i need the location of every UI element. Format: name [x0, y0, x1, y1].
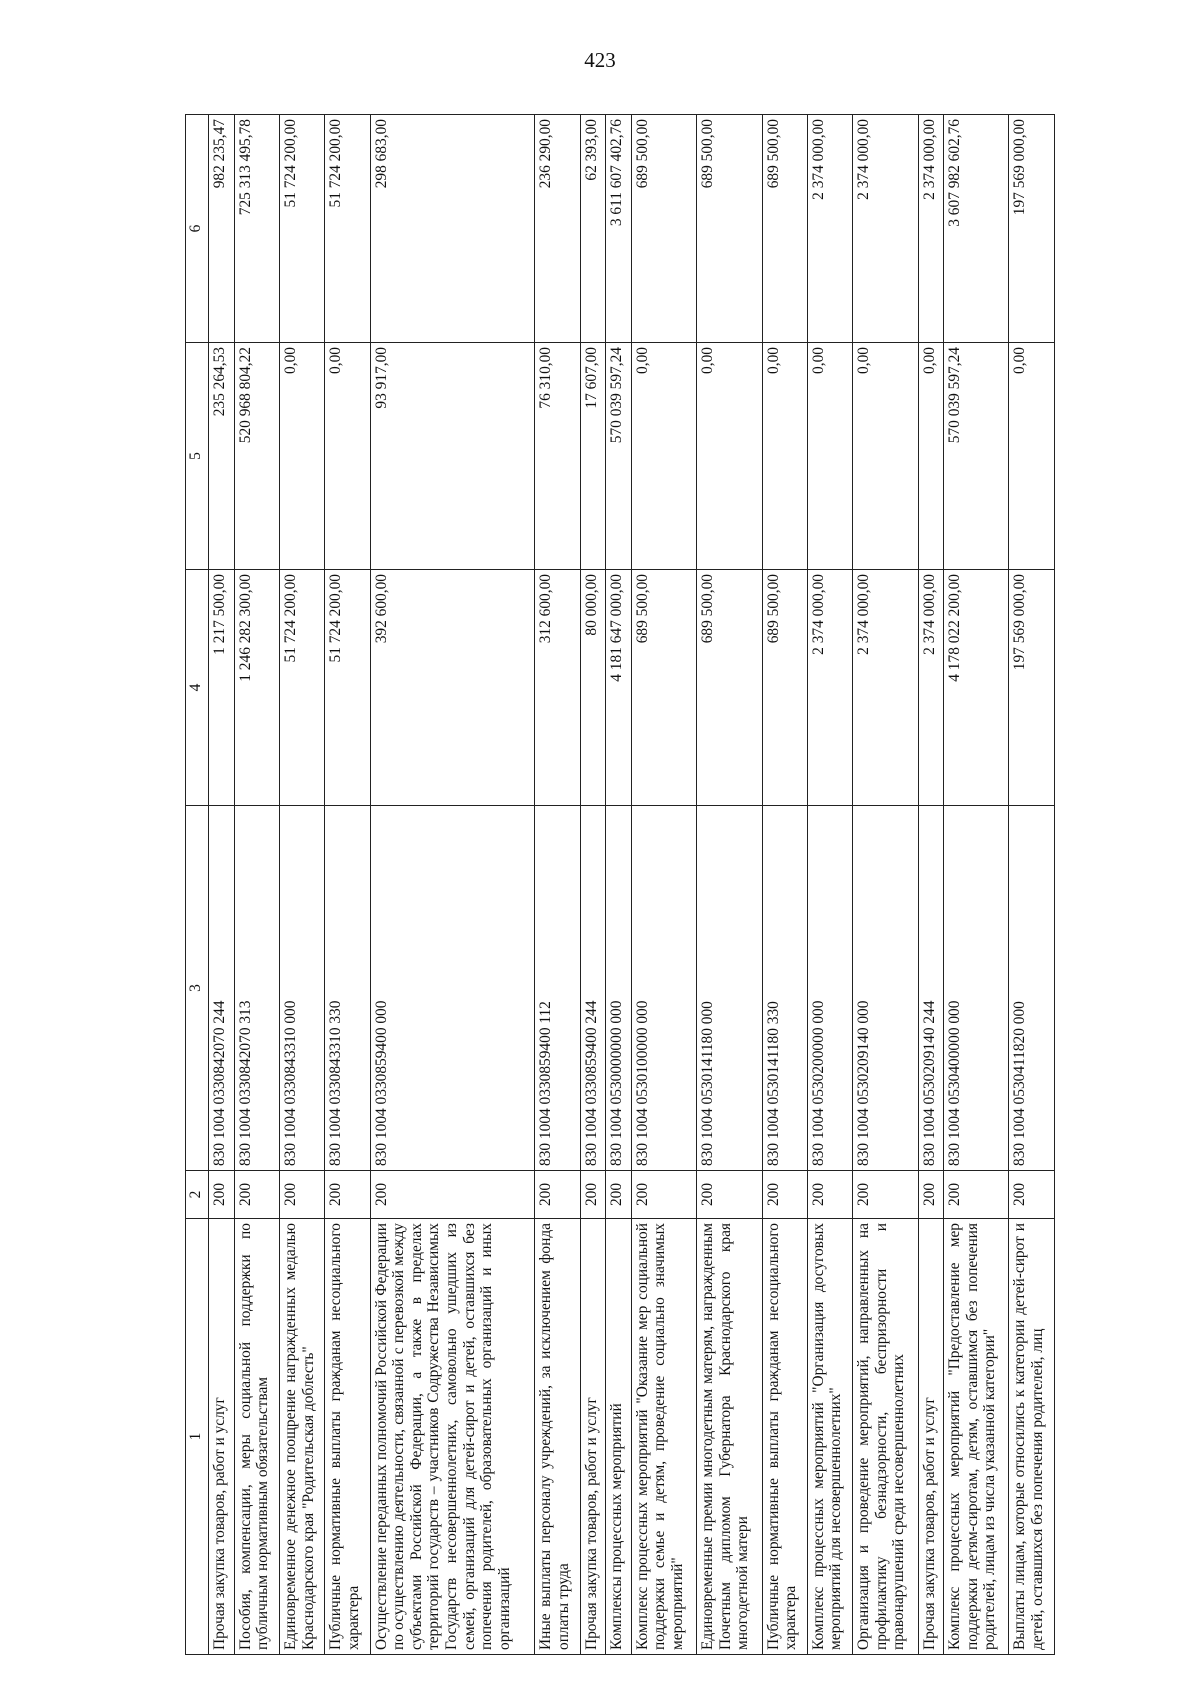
row-col5-cell: 235 264,53 [209, 343, 235, 570]
row-col4-cell: 197 569 000,00 [1009, 570, 1055, 806]
row-code-cell: 200 [234, 1171, 279, 1219]
row-code-cell: 200 [944, 1171, 1009, 1219]
column-header: 1 [186, 1219, 209, 1655]
row-classification-cell: 830 1004 0530209140 000 [853, 806, 918, 1171]
row-name-cell: Единовременные премии многодетным матерям, награжденным Почетным дипломом Губернатора Краснодарского края многодетной матери [697, 1219, 762, 1655]
row-name-cell: Комплекс процессных мероприятий "Оказание мер социальной поддержки семье и детям, проведение социально значимых мероприятий" [631, 1219, 696, 1655]
page-number: 423 [584, 48, 616, 72]
row-col6-cell: 689 500,00 [762, 115, 807, 343]
row-col6-cell: 725 313 495,78 [234, 115, 279, 343]
table-row [234, 115, 279, 1655]
row-col4-cell: 392 600,00 [370, 570, 535, 806]
row-col5-cell: 0,00 [853, 343, 918, 570]
row-col5-cell: 0,00 [631, 343, 696, 570]
row-classification-cell: 830 1004 0530141180 000 [697, 806, 762, 1171]
row-classification-cell: 830 1004 0530100000 000 [631, 806, 696, 1171]
row-classification-cell: 830 1004 0530000000 000 [606, 806, 632, 1171]
row-name-cell: Комплекс процессных мероприятий "Предоставление мер поддержки детям-сиротам, детям, оставшимся без попечения родителей, лицам из числа указанной категории" [944, 1219, 1009, 1655]
column-header: 3 [186, 806, 209, 1171]
table-row [918, 115, 944, 1655]
row-col5-cell: 520 968 804,22 [234, 343, 279, 570]
row-name-cell: Комплекс процессных мероприятий "Организация досуговых мероприятий для несовершеннолетних" [807, 1219, 852, 1655]
budget-table [185, 114, 1055, 1655]
row-name-cell: Публичные нормативные выплаты гражданам несоциального характера [325, 1219, 370, 1655]
row-col6-cell: 689 500,00 [697, 115, 762, 343]
row-col4-cell: 2 374 000,00 [807, 570, 852, 806]
row-col6-cell: 51 724 200,00 [279, 115, 324, 343]
row-col5-cell: 570 039 597,24 [606, 343, 632, 570]
row-col5-cell: 0,00 [762, 343, 807, 570]
row-code-cell: 200 [279, 1171, 324, 1219]
row-code-cell: 200 [762, 1171, 807, 1219]
row-col4-cell: 689 500,00 [697, 570, 762, 806]
column-header: 4 [186, 570, 209, 806]
row-col4-cell: 51 724 200,00 [279, 570, 324, 806]
row-col5-cell: 93 917,00 [370, 343, 535, 570]
row-name-cell: Комплексы процессных мероприятий [606, 1219, 632, 1655]
table-row [580, 115, 606, 1655]
rotated-table-wrapper [185, 115, 1055, 1655]
row-name-cell: Иные выплаты персоналу учреждений, за исключением фонда оплаты труда [535, 1219, 580, 1655]
row-col5-cell: 0,00 [807, 343, 852, 570]
row-col6-cell: 298 683,00 [370, 115, 535, 343]
row-col6-cell: 236 290,00 [535, 115, 580, 343]
table-row [944, 115, 1009, 1655]
row-col4-cell: 80 000,00 [580, 570, 606, 806]
row-code-cell: 200 [209, 1171, 235, 1219]
row-classification-cell: 830 1004 0530400000 000 [944, 806, 1009, 1171]
row-name-cell: Пособия, компенсации, меры социальной поддержки по публичным нормативным обязательствам [234, 1219, 279, 1655]
row-name-cell: Осуществление переданных полномочий Российской Федерации по осуществлению деятельности, связанной с перевозкой между субъектами Российской Федерации, а также в пределах территорий государств – участников Содружества Независимых Государств несовершеннолетних, самовольно ушедших из семей, организаций для детей-сирот и детей, оставшихся без попечения родителей, образовательных организаций и иных организаций [370, 1219, 535, 1655]
table-row [209, 115, 235, 1655]
row-name-cell: Прочая закупка товаров, работ и услуг [580, 1219, 606, 1655]
row-name-cell: Выплаты лицам, которые относились к категории детей-сирот и детей, оставшихся без попечения родителей, лиц [1009, 1219, 1055, 1655]
row-code-cell: 200 [853, 1171, 918, 1219]
row-code-cell: 200 [606, 1171, 632, 1219]
row-col6-cell: 3 607 982 602,76 [944, 115, 1009, 343]
row-col4-cell: 4 178 022 200,00 [944, 570, 1009, 806]
row-code-cell: 200 [697, 1171, 762, 1219]
row-code-cell: 200 [631, 1171, 696, 1219]
row-col6-cell: 62 393,00 [580, 115, 606, 343]
table-row [606, 115, 632, 1655]
row-col4-cell: 4 181 647 000,00 [606, 570, 632, 806]
row-col5-cell: 570 039 597,24 [944, 343, 1009, 570]
column-header: 5 [186, 343, 209, 570]
row-col4-cell: 51 724 200,00 [325, 570, 370, 806]
row-col6-cell: 982 235,47 [209, 115, 235, 343]
row-col4-cell: 312 600,00 [535, 570, 580, 806]
row-col4-cell: 1 217 500,00 [209, 570, 235, 806]
row-classification-cell: 830 1004 0330859400 244 [580, 806, 606, 1171]
row-classification-cell: 830 1004 0330843310 330 [325, 806, 370, 1171]
row-name-cell: Единовременное денежное поощрение награжденных медалью Краснодарского края "Родительская доблесть" [279, 1219, 324, 1655]
column-header: 6 [186, 115, 209, 343]
row-col6-cell: 197 569 000,00 [1009, 115, 1055, 343]
table-row [535, 115, 580, 1655]
row-col4-cell: 2 374 000,00 [918, 570, 944, 806]
table-row [853, 115, 918, 1655]
row-col5-cell: 17 607,00 [580, 343, 606, 570]
row-classification-cell: 830 1004 0530209140 244 [918, 806, 944, 1171]
row-col5-cell: 0,00 [918, 343, 944, 570]
table-row [1009, 115, 1055, 1655]
row-col6-cell: 689 500,00 [631, 115, 696, 343]
row-name-cell: Прочая закупка товаров, работ и услуг [918, 1219, 944, 1655]
row-col6-cell: 2 374 000,00 [918, 115, 944, 343]
row-code-cell: 200 [580, 1171, 606, 1219]
row-code-cell: 200 [535, 1171, 580, 1219]
row-col6-cell: 51 724 200,00 [325, 115, 370, 343]
column-header: 2 [186, 1171, 209, 1219]
table-row [325, 115, 370, 1655]
row-col4-cell: 689 500,00 [762, 570, 807, 806]
table-row [807, 115, 852, 1655]
row-col5-cell: 0,00 [697, 343, 762, 570]
row-classification-cell: 830 1004 0530411820 000 [1009, 806, 1055, 1171]
table-row [370, 115, 535, 1655]
row-classification-cell: 830 1004 0330843310 000 [279, 806, 324, 1171]
row-classification-cell: 830 1004 0330842070 244 [209, 806, 235, 1171]
row-col5-cell: 76 310,00 [535, 343, 580, 570]
row-col5-cell: 0,00 [279, 343, 324, 570]
row-name-cell: Организация и проведение мероприятий, направленных на профилактику безнадзорности, беспризорности и правонарушений среди несовершеннолетних [853, 1219, 918, 1655]
table-row [697, 115, 762, 1655]
row-classification-cell: 830 1004 0530141180 330 [762, 806, 807, 1171]
row-col6-cell: 3 611 607 402,76 [606, 115, 632, 343]
table-body [209, 115, 1055, 1655]
row-name-cell: Публичные нормативные выплаты гражданам несоциального характера [762, 1219, 807, 1655]
row-code-cell: 200 [918, 1171, 944, 1219]
row-code-cell: 200 [370, 1171, 535, 1219]
row-name-cell: Прочая закупка товаров, работ и услуг [209, 1219, 235, 1655]
table-row [762, 115, 807, 1655]
table-row [279, 115, 324, 1655]
row-classification-cell: 830 1004 0330859400 112 [535, 806, 580, 1171]
row-col5-cell: 0,00 [1009, 343, 1055, 570]
row-classification-cell: 830 1004 0330859400 000 [370, 806, 535, 1171]
row-col5-cell: 0,00 [325, 343, 370, 570]
row-code-cell: 200 [807, 1171, 852, 1219]
row-col4-cell: 2 374 000,00 [853, 570, 918, 806]
row-col4-cell: 689 500,00 [631, 570, 696, 806]
row-classification-cell: 830 1004 0330842070 313 [234, 806, 279, 1171]
header-row [186, 115, 209, 1655]
table-row [631, 115, 696, 1655]
row-code-cell: 200 [1009, 1171, 1055, 1219]
row-col6-cell: 2 374 000,00 [853, 115, 918, 343]
row-col6-cell: 2 374 000,00 [807, 115, 852, 343]
row-col4-cell: 1 246 282 300,00 [234, 570, 279, 806]
row-classification-cell: 830 1004 0530200000 000 [807, 806, 852, 1171]
row-code-cell: 200 [325, 1171, 370, 1219]
